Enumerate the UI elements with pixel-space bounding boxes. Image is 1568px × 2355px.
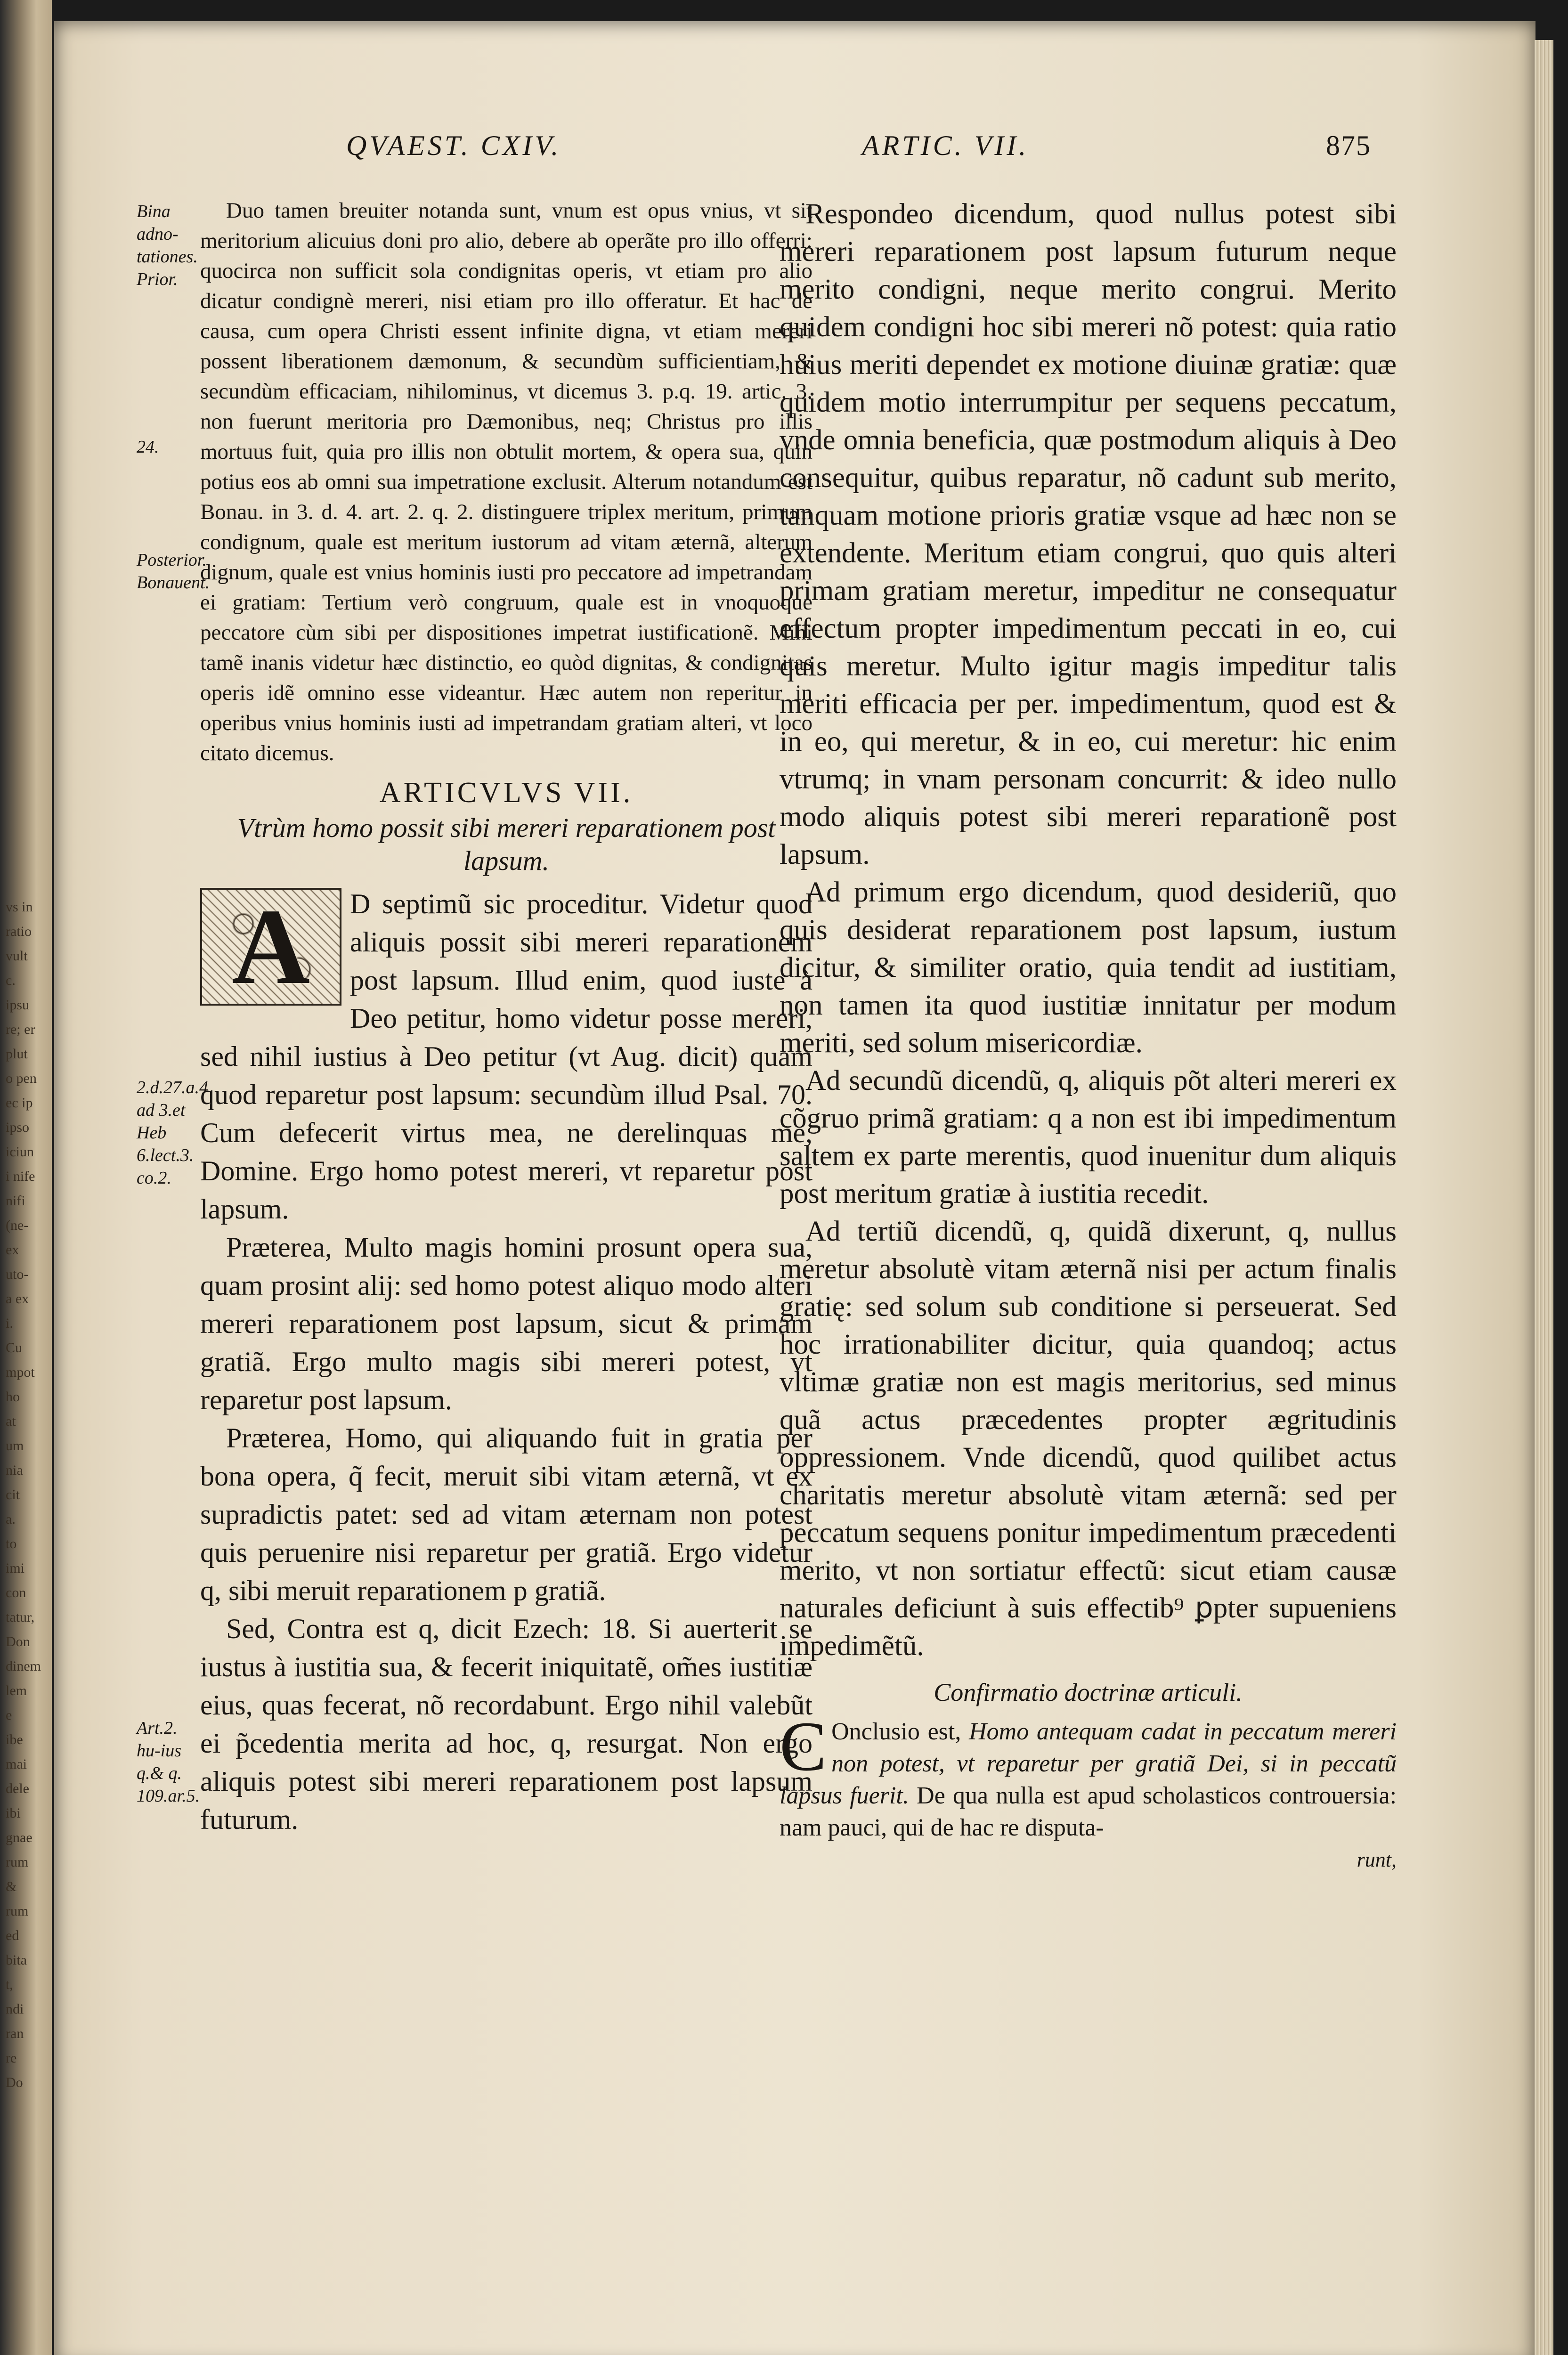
previous-page-fragment: ed: [6, 1928, 19, 1943]
previous-page-fragment: bita: [6, 1952, 27, 1968]
book-page: [54, 21, 1536, 2355]
conclusio-paragraph: [780, 1707, 1397, 1844]
previous-page-fragment: uto-: [6, 1267, 29, 1282]
conclusio-lead: Onclusio est,: [831, 1718, 961, 1745]
previous-page-fragment: o pen: [6, 1071, 37, 1086]
margin-note: 2.d.27.a.4 ad 3.et Heb 6.lect.3. co.2.: [137, 1078, 208, 1188]
previous-page-fragment: lem: [6, 1683, 27, 1698]
confirmatio-heading: Confirmatio doctrinæ articuli.: [934, 1678, 1243, 1706]
previous-page-fragment: re: [6, 2050, 17, 2066]
previous-page-fragment: vult: [6, 948, 28, 964]
previous-page-fragment: Do: [6, 2075, 23, 2090]
previous-page-fragment: ndi: [6, 2001, 24, 2017]
previous-page-fragment: ho: [6, 1389, 20, 1405]
margin-note: Art.2. hu-ius q.& q. 109.ar.5.: [137, 1718, 200, 1806]
previous-page-fragment: tatur,: [6, 1609, 35, 1625]
previous-page-fragment: iciun: [6, 1144, 34, 1160]
running-head-question: QVAEST. CXIV.: [346, 130, 561, 161]
ad-primum-paragraph: Ad primum ergo dicendum, quod desideriũ, quo quis desiderat reparationem post lapsum, iustum dicitur, & similiter oratio, quia tendit ad iustitiam, non tamen ita quod iustitiæ innitatur per modum meriti, sed solum misericordiæ.: [780, 877, 1397, 1059]
objection-3: Præterea, Homo, qui aliquando fuit in gratia per bona opera, q̃ fecit, meruit sibi vitam æternã, vt ex supradictis patet: sed ad vitam æternam non potest quis peruenire nisi reparetur per gratiã. Ergo videtur q, sibi meruit reparationem p gratiã.: [200, 1422, 812, 1606]
ornamental-initial: [200, 888, 341, 1006]
initial-letter: A: [231, 886, 310, 1007]
previous-page-fragment: dinem: [6, 1658, 41, 1674]
previous-page-fragment: ran: [6, 2026, 24, 2041]
previous-page-fragment: mai: [6, 1756, 27, 1772]
previous-page-fragment: rum: [6, 1854, 29, 1870]
conclusio-initial: C: [780, 1707, 827, 1786]
article-heading: ARTICVLVS VII.: [379, 777, 634, 809]
left-column: [200, 195, 812, 1839]
sed-contra: Sed, Contra est q, dicit Ezech: 18. Si auerterit se iustus à iustitia sua, & fecerit iniquitatẽ, om̃es iustitiæ eius, quas fecerat, nõ recordabunt. Ergo nihil valebũt ei p̃cedentia merita ad hoc, q, resurgat. Non ergo aliquis potest sibi mereri reparationem post lapsum futurum.: [200, 1613, 812, 1835]
previous-page-fragment: mpot: [6, 1364, 35, 1380]
previous-page-fragment: at: [6, 1413, 16, 1429]
previous-page-fragment: c.: [6, 973, 16, 988]
previous-page-fragment: con: [6, 1585, 26, 1600]
previous-page-fragment: a.: [6, 1511, 16, 1527]
previous-page-fragment: dele: [6, 1781, 29, 1796]
ad-secundum-paragraph: Ad secundũ dicendũ, q, aliquis põt alteri mereri ex cõgruo primã gratiam: q a non est ibi impedimentum saltem ex parte merentis, quod inuenitur dum aliquis post meritum gratiæ à iustitia recedit.: [780, 1065, 1397, 1210]
previous-page-fragment: ipso: [6, 1120, 30, 1135]
previous-page-fragment: ec ip: [6, 1095, 33, 1111]
respondeo-paragraph: Respondeo dicendum, quod nullus potest sibi mereri reparationem post lapsum futurum neque merito condigni, neque merito congrui. Merito quidem condigni hoc sibi mereri nõ potest: quia ratio huius meriti dependet ex motione diuinæ gratiæ: quæ quidem motio interrumpitur per sequens peccatum, vnde omnia beneficia, quæ postmodum aliquis à Deo consequitur, quibus reparatur, nõ cadunt sub merito, tanquam motione prioris gratiæ vsque ad hæc non se extendente. Meritum etiam congrui, quo quis alteri primam gratiam meretur, impeditur ne consequatur effectum propter impedimentum peccati in eo, cui quis meretur. Multo igitur magis impeditur talis meriti efficacia per per. impedimentum, quod est & in eo, qui meretur, & in eo, cui meretur: hic enim vtrumq; in vnam personam concurrit: & ideo nullo modo aliquis potest sibi mereri reparationẽ post lapsum.: [780, 198, 1397, 870]
right-column: [780, 195, 1397, 1879]
previous-page-fragment: vs in: [6, 899, 33, 915]
ad-tertium-paragraph: Ad tertiũ dicendũ, q, quidã dixerunt, q, nullus meretur absolutè vitam æternã nisi per actum finalis gratię: sed solum sub conditione si perseuerat. Sed hoc irrationabiliter dicitur, quia quandoq; actus vltimæ gratiæ non est magis meritorius, sed minus quã actus præcedentes propter ægritudinis oppressionem. Vnde dicendũ, quod quilibet actus charitatis meretur absolutè vitam æternã: sed per peccatum sequens ponitur impedimentum præcedenti merito, vt non sortiatur effectũ: sicut etiam causæ naturales deficiunt à suis effectib⁹ ꝑpter supueniens impedimẽtũ.: [780, 1216, 1397, 1662]
article-body: [200, 885, 812, 1839]
previous-page-fragment: rum: [6, 1903, 29, 1919]
running-head-article: ARTIC. VII.: [862, 130, 1029, 161]
page-stack-edge: [1535, 40, 1553, 2355]
previous-page-fragment: ibe: [6, 1732, 23, 1747]
previous-page-fragment: &: [6, 1879, 17, 1894]
previous-page-fragment: e: [6, 1707, 12, 1723]
previous-page-fragment: i.: [6, 1316, 13, 1331]
previous-page-fragment: ratio: [6, 924, 32, 939]
previous-page-fragment: nia: [6, 1462, 23, 1478]
previous-page-fragment: i nife: [6, 1169, 35, 1184]
previous-page-fragment: t,: [6, 1977, 13, 1992]
notes-paragraph: Duo tamen breuiter notanda sunt, vnum est opus vnius, vt sit meritorium alicuius doni pro alio, debere ab operãte pro illo offerri: quocirca non sufficit sola condignitas operis, vt etiam pro alio dicatur condignè mereri, nisi etiam pro illo offeratur. Et hac de causa, cum opera Christi essent infinite digna, vt etiam mereri possent liberationem dæmonum, & secundùm sufficientiam, & secundùm efficaciam, nihilominus, vt dicemus 3. p.q. 19. artic. 3. non fuerunt meritoria pro Dæmonibus, neq; Christus pro illis mortuus fuit, quia pro illis non obtulit mortem, & opera sua, quin potius eos ab omni sua impetratione exclusit. Alterum notandum est Bonau. in 3. d. 4. art. 2. q. 2. distinguere triplex meritum, primum condignum, quale est meritum iustorum ad vitam æternã, alterum dignum, quale est vnius hominis iusti pro peccatore ad impetrandam ei gratiam: Tertium verò congruum, quale est in vnoquoque peccatore cùm sibi per dispositiones impetrat iustificationẽ. Mihi tamẽ inanis videtur hæc distinctio, eo quòd dignitas, & condignitas operis idẽ omnino esse videantur. Hæc autem non reperitur in operibus vnius hominis iusti ad impetrandam gratiam alteri, vt loco citato dicemus.: [200, 198, 812, 765]
previous-page-fragment: gnae: [6, 1830, 32, 1845]
previous-page-fragment: (ne-: [6, 1218, 29, 1233]
previous-page-fragment: a ex: [6, 1291, 29, 1307]
margin-note: Bina adno-tationes. Prior.: [137, 202, 198, 289]
previous-page-fragment: re; er: [6, 1022, 35, 1037]
objection-2: Præterea, Multo magis homini prosunt opera sua, quam prosint alij: sed homo potest aliquo modo alteri mereri reparationem post lapsum, sicut & primam gratiã. Ergo multo magis sibi mereri potest, vt reparetur post lapsum.: [200, 1232, 812, 1415]
previous-page-fragment: ex: [6, 1242, 19, 1258]
previous-page-fragment: to: [6, 1536, 17, 1551]
catchword: runt,: [1357, 1848, 1397, 1871]
article-question: Vtrùm homo possit sibi mereri reparationem post lapsum.: [237, 812, 776, 876]
previous-page-edge: [0, 0, 52, 2355]
previous-page-fragment: um: [6, 1438, 24, 1454]
previous-page-text-fragments: [6, 895, 48, 2120]
conclusio-rest: De qua nulla est apud scholasticos controuersia: nam pauci, qui de hac re disputa-: [780, 1782, 1397, 1841]
previous-page-fragment: ibi: [6, 1805, 21, 1821]
previous-page-fragment: Cu: [6, 1340, 23, 1356]
page-number: 875: [1326, 130, 1371, 161]
margin-note: 24.: [137, 437, 159, 457]
previous-page-fragment: imi: [6, 1560, 25, 1576]
previous-page-fragment: nifi: [6, 1193, 25, 1209]
previous-page-fragment: ipsu: [6, 997, 30, 1013]
margin-note: Posterior. Bonauent.: [137, 550, 210, 593]
previous-page-fragment: plut: [6, 1046, 28, 1062]
previous-page-fragment: cit: [6, 1487, 20, 1502]
previous-page-fragment: Don: [6, 1634, 30, 1649]
objection-1: D septimũ sic proceditur. Videtur quod aliquis possit sibi mereri reparationem post lapsum. Illud enim, quod iuste à Deo petitur, homo videtur posse mereri, sed nihil iustius à Deo petitur (vt Aug. dicit) quam quod reparetur post lapsum: secundùm illud Psal. 70. Cum defecerit virtus mea, ne derelinquas me, Domine. Ergo homo potest mereri, vt reparetur post lapsum.: [200, 888, 812, 1225]
conclusio-thesis: Homo antequam cadat in peccatum mereri non potest, vt reparetur per gratiã Dei, si in peccatũ lapsus fuerit.: [780, 1718, 1397, 1809]
